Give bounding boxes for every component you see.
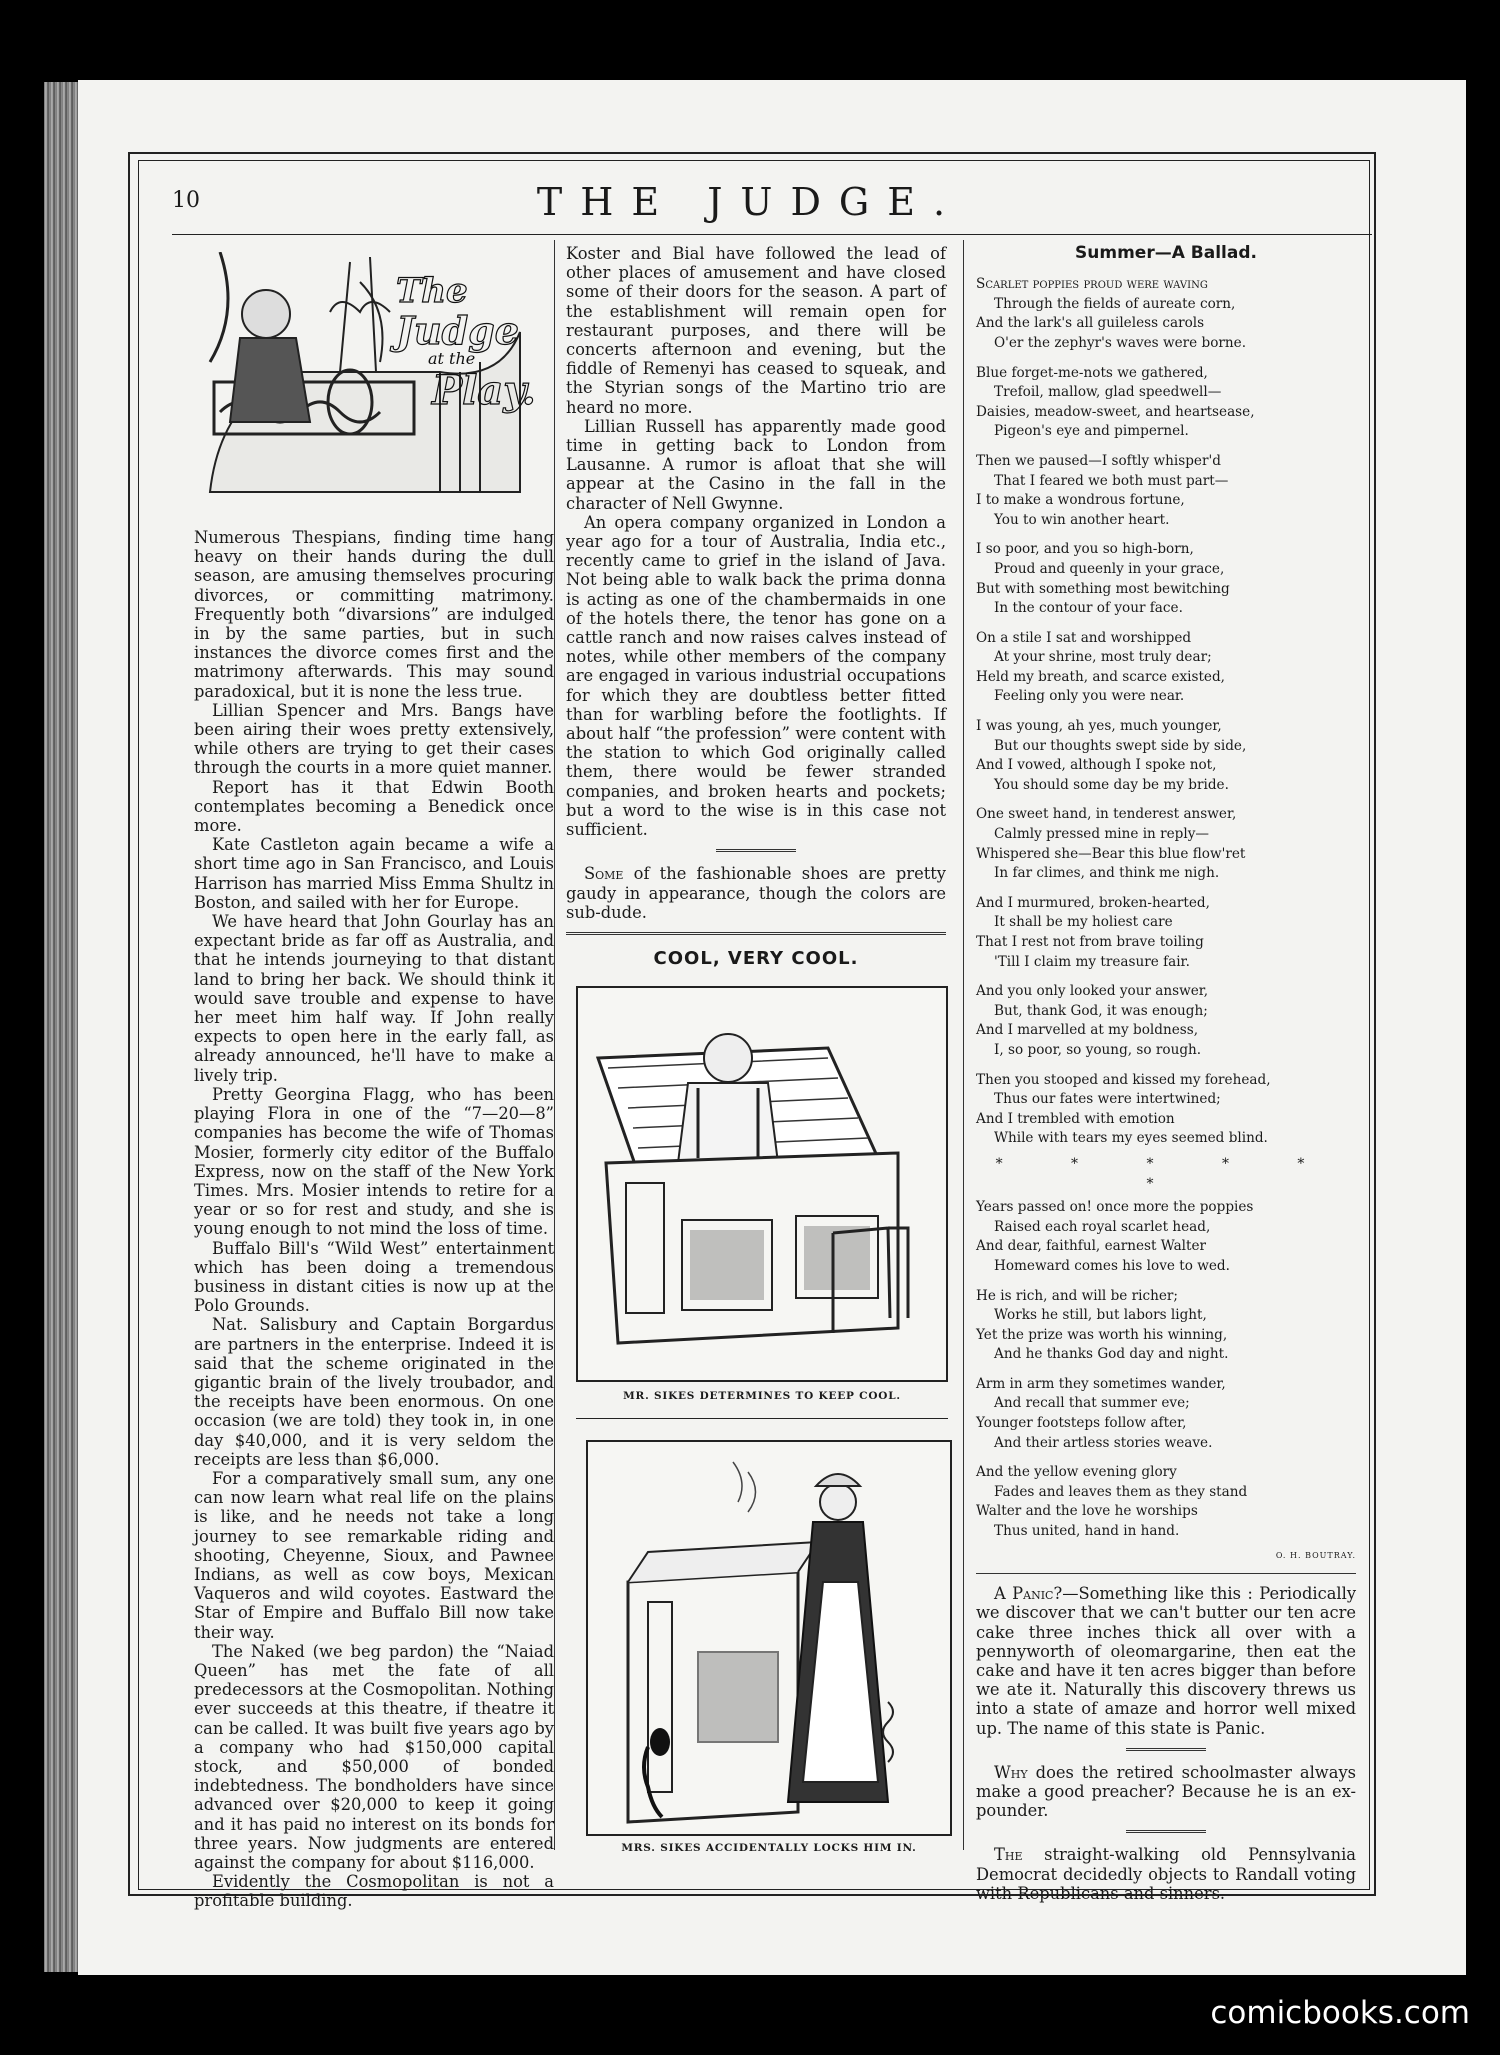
logo-word-the: The: [396, 271, 468, 311]
poem-title: Summer—A Ballad.: [1075, 243, 1257, 263]
cartoon-panel-1: [576, 986, 948, 1382]
poem-stanza: And I murmured, broken-hearted, It shall be my holiest care That I rest not from brave toiling 'Till I claim my treasure fair.: [976, 894, 1210, 970]
poem-stanza: Blue forget-me-nots we gathered, Trefoil, mallow, glad speedwell— Daisies, meadow-sweet, and heartsease, Pigeon's eye and pimpernel.: [976, 364, 1255, 440]
masthead-title: THE JUDGE.: [536, 180, 964, 224]
col1-paragraph: For a comparatively small sum, any one can now learn what real life on the plains is like, and he needs not take a long journey to see remarkable riding and shooting, Cheyenne, Sioux, and Pawnee Indians, as well as cow boys, Mexican Vaqueros and wild coyotes. Eastward the Star of Empire and Buffalo Bill now take their way.: [194, 1468, 554, 1642]
shoes-paragraph: [566, 864, 946, 922]
poem-stanza: Years passed on! once more the poppies Raised each royal scarlet head, And dear, faithful, earnest Walter Homeward comes his love to wed.: [976, 1199, 1254, 1274]
poem-stanza: One sweet hand, in tenderest answer, Calmly pressed mine in reply— Whispered she—Bear this blue flow'ret In far climes, and think me nigh.: [976, 806, 1246, 882]
column-3-text: [976, 244, 1356, 1903]
col1-paragraph: Report has it that Edwin Booth contemplates becoming a Benedick once more.: [194, 777, 554, 836]
poem-stanza: And you only looked your answer, But, thank God, it was enough; And I marvelled at my boldness, I, so poor, so young, so rough.: [976, 983, 1209, 1058]
logo-word-judge: Judge: [396, 308, 519, 353]
judge-at-the-play-logo: [200, 252, 536, 502]
col1-paragraph: The Naked (we beg pardon) the “Naiad Queen” has met the fate of all predecessors at the Cosmopolitan. Nothing ever succeeds at this theatre, if theatre it can be called. It was built five years ago by a company who had $150,000 capital stock, and $50,000 of bonded indebtedness. The bondholders have since advanced over $20,000 to keep it going and it has paid no interest on its bonds for three years. Now judgments are entered against the company for about $116,000.: [194, 1641, 554, 1873]
shoes-text: of the fashionable shoes are pretty gaudy in appearance, though the colors are sub-dude.: [566, 864, 946, 922]
cartoon-caption-2: MRS. SIKES ACCIDENTALLY LOCKS HIM IN.: [621, 1842, 917, 1854]
cartoon-caption-1: MR. SIKES DETERMINES TO KEEP COOL.: [623, 1390, 901, 1402]
col1-paragraph: Kate Castleton again became a wife a short time ago in San Francisco, and Louis Harrison has married Miss Emma Shultz in Boston, and sailed with her for Europe.: [194, 835, 554, 912]
logo-word-play: Play.: [432, 367, 536, 414]
cartoon-separator: [576, 1418, 948, 1419]
column-rule-2: [963, 240, 964, 1850]
poem-stanza: Arm in arm they sometimes wander, And recall that summer eve; Younger footsteps follow after, And their artless stories weave.: [976, 1375, 1226, 1451]
col1-paragraph: Buffalo Bill's “Wild West” entertainment which has been doing a tremendous business in distant cities is now up at the Polo Grounds.: [194, 1238, 554, 1316]
col2-paragraph: Lillian Russell has apparently made good time in getting back to London from Lausanne. A rumor is afloat that she will appear at the Casino in the fall in the character of Nell Gwynne.: [566, 416, 946, 513]
watermark: comicbooks.com: [1210, 1995, 1470, 2031]
panic-paragraph: A Panic?—Something like this : Periodically we discover that we can't butter our ten acre cake three inches thick all over with a pennyworth of oleomargarine, then eat the cake and have it ten acres bigger than before we ate it. Naturally this discovery threws us into a state of amaze and horror well mixed up. The name of this state is Panic.: [976, 1584, 1357, 1738]
ornamental-rule: [716, 849, 796, 854]
poem-stanza: Then we paused—I softly whisper'd That I feared we both must part— I to make a wondrous fortune, You to win another heart.: [976, 452, 1229, 528]
col1-paragraph: Lillian Spencer and Mrs. Bangs have been airing their woes pretty extensively, while others are trying to get their cases through the courts in a more quiet manner.: [194, 700, 554, 778]
poem-stars: * * * * * *: [995, 1155, 1337, 1192]
col1-paragraph: Numerous Thespians, finding time hang heavy on their hands during the dull season, are amusing themselves procuring divorces, or committing matrimony. Frequently both “divarsions” are indulged in by the same parties, but in such instances the divorce comes first and the matrimony afterwards. This may sound paradoxical, but it is none the less true.: [194, 528, 554, 701]
why-paragraph: Why does the retired schoolmaster always make a good preacher? Because he is an ex-pounder.: [976, 1762, 1356, 1821]
poem-author: O. H. BOUTRAY.: [1275, 1550, 1356, 1560]
shoes-lead: Some: [584, 864, 624, 884]
ornamental-rule: [1126, 1748, 1206, 1753]
column-2-text: [566, 244, 946, 968]
ornamental-rule: [1126, 1830, 1206, 1835]
col1-paragraph: Nat. Salisbury and Captain Borgardus are partners in the enterprise. Indeed it is said that the scheme originated in the gigantic brain of the lively troubador, and the receipts have been enormous. On one occasion (we are told) they took in, in one day $40,000, and it is very seldom the receipts are less than $6,000.: [194, 1315, 554, 1469]
col1-paragraph: Pretty Georgina Flagg, who has been playing Flora in one of the “7—20—8” companies has become the wife of Thomas Mosier, formerly city editor of the Buffalo Express, now on the staff of the New York Times. Mrs. Mosier intends to retire for a year or so for rest and study, and she is young enough to not mind the loss of time.: [194, 1084, 554, 1239]
column-1-text: [194, 528, 554, 1911]
poem-body: [976, 275, 1356, 1565]
cartoon-panel-2: [586, 1440, 952, 1836]
column-rule-1: [554, 240, 555, 1850]
poem-stanza: Then you stooped and kissed my forehead, Thus our fates were intertwined; And I trembled with emotion While with tears my eyes seemed blind.: [976, 1071, 1271, 1147]
section-separator: [566, 932, 946, 935]
page-number: 10: [172, 188, 200, 213]
poem-stanza: Scarlet poppies proud were waving Through the fields of aureate corn, And the lark's all guileless carols O'er the zephyr's waves were borne.: [976, 276, 1247, 351]
pennsylvania-paragraph: The straight-walking old Pennsylvania Democrat decidedly objects to Randall voting with Republicans and sinners.: [976, 1845, 1356, 1903]
col2-paragraph: An opera company organized in London a year ago for a tour of Australia, India etc., recently came to grief in the island of Java. Not being able to walk back the prima donna is acting as one of the chambermaids in one of the hotels there, the tenor has gone on a cattle ranch and now raises calves instead of notes, while other members of the company are engaged in various industrial occupations for which they are doubtless better fitted than for warbling before the footlights. If about half “the profession” were content with the station to which God originally called them, there would be fewer stranded companies, and broken hearts and pockets; but a word to the wise is in this case not sufficient.: [566, 512, 946, 840]
section-separator: [976, 1573, 1356, 1574]
poem-stanza: And the yellow evening glory Fades and leaves them as they stand Walter and the love he worships Thus united, hand in hand.: [976, 1464, 1248, 1540]
col1-paragraph: Evidently the Cosmopolitan is not a profitable building.: [194, 1872, 554, 1911]
logo-word-at-the: at the: [428, 349, 476, 368]
poem-stanza: I was young, ah yes, much younger, But our thoughts swept side by side, And I vowed, although I spoke not, You should some day be my bride.: [976, 718, 1247, 793]
col1-paragraph: We have heard that John Gourlay has an expectant bride as far off as Australia, and that he intends journeying to that distant land to bring her back. We should think it would save trouble and expense to have her meet him half way. If John really expects to open here in the early fall, as already announced, he'll have to make a lively trip.: [194, 912, 554, 1085]
masthead-rule: [172, 234, 1372, 235]
col2-paragraph: Koster and Bial have followed the lead of other places of amusement and have closed some of their doors for the season. A part of the establishment will remain open for restaurant purposes, and there will be concerts afternoon and evening, but the fiddle of Remenyi has ceased to squeak, and the Styrian songs of the Martino trio are heard no more.: [566, 244, 946, 417]
cartoon-title: COOL, VERY COOL.: [653, 947, 859, 969]
poem-stanza: I so poor, and you so high-born, Proud and queenly in your grace, But with something most bewitching In the contour of your face.: [976, 541, 1230, 617]
poem-stanza: On a stile I sat and worshipped At your shrine, most truly dear; Held my breath, and scarce existed, Feeling only you were near.: [976, 629, 1225, 705]
poem-stanza: He is rich, and will be richer; Works he still, but labors light, Yet the prize was worth his winning, And he thanks God day and night.: [976, 1287, 1229, 1363]
